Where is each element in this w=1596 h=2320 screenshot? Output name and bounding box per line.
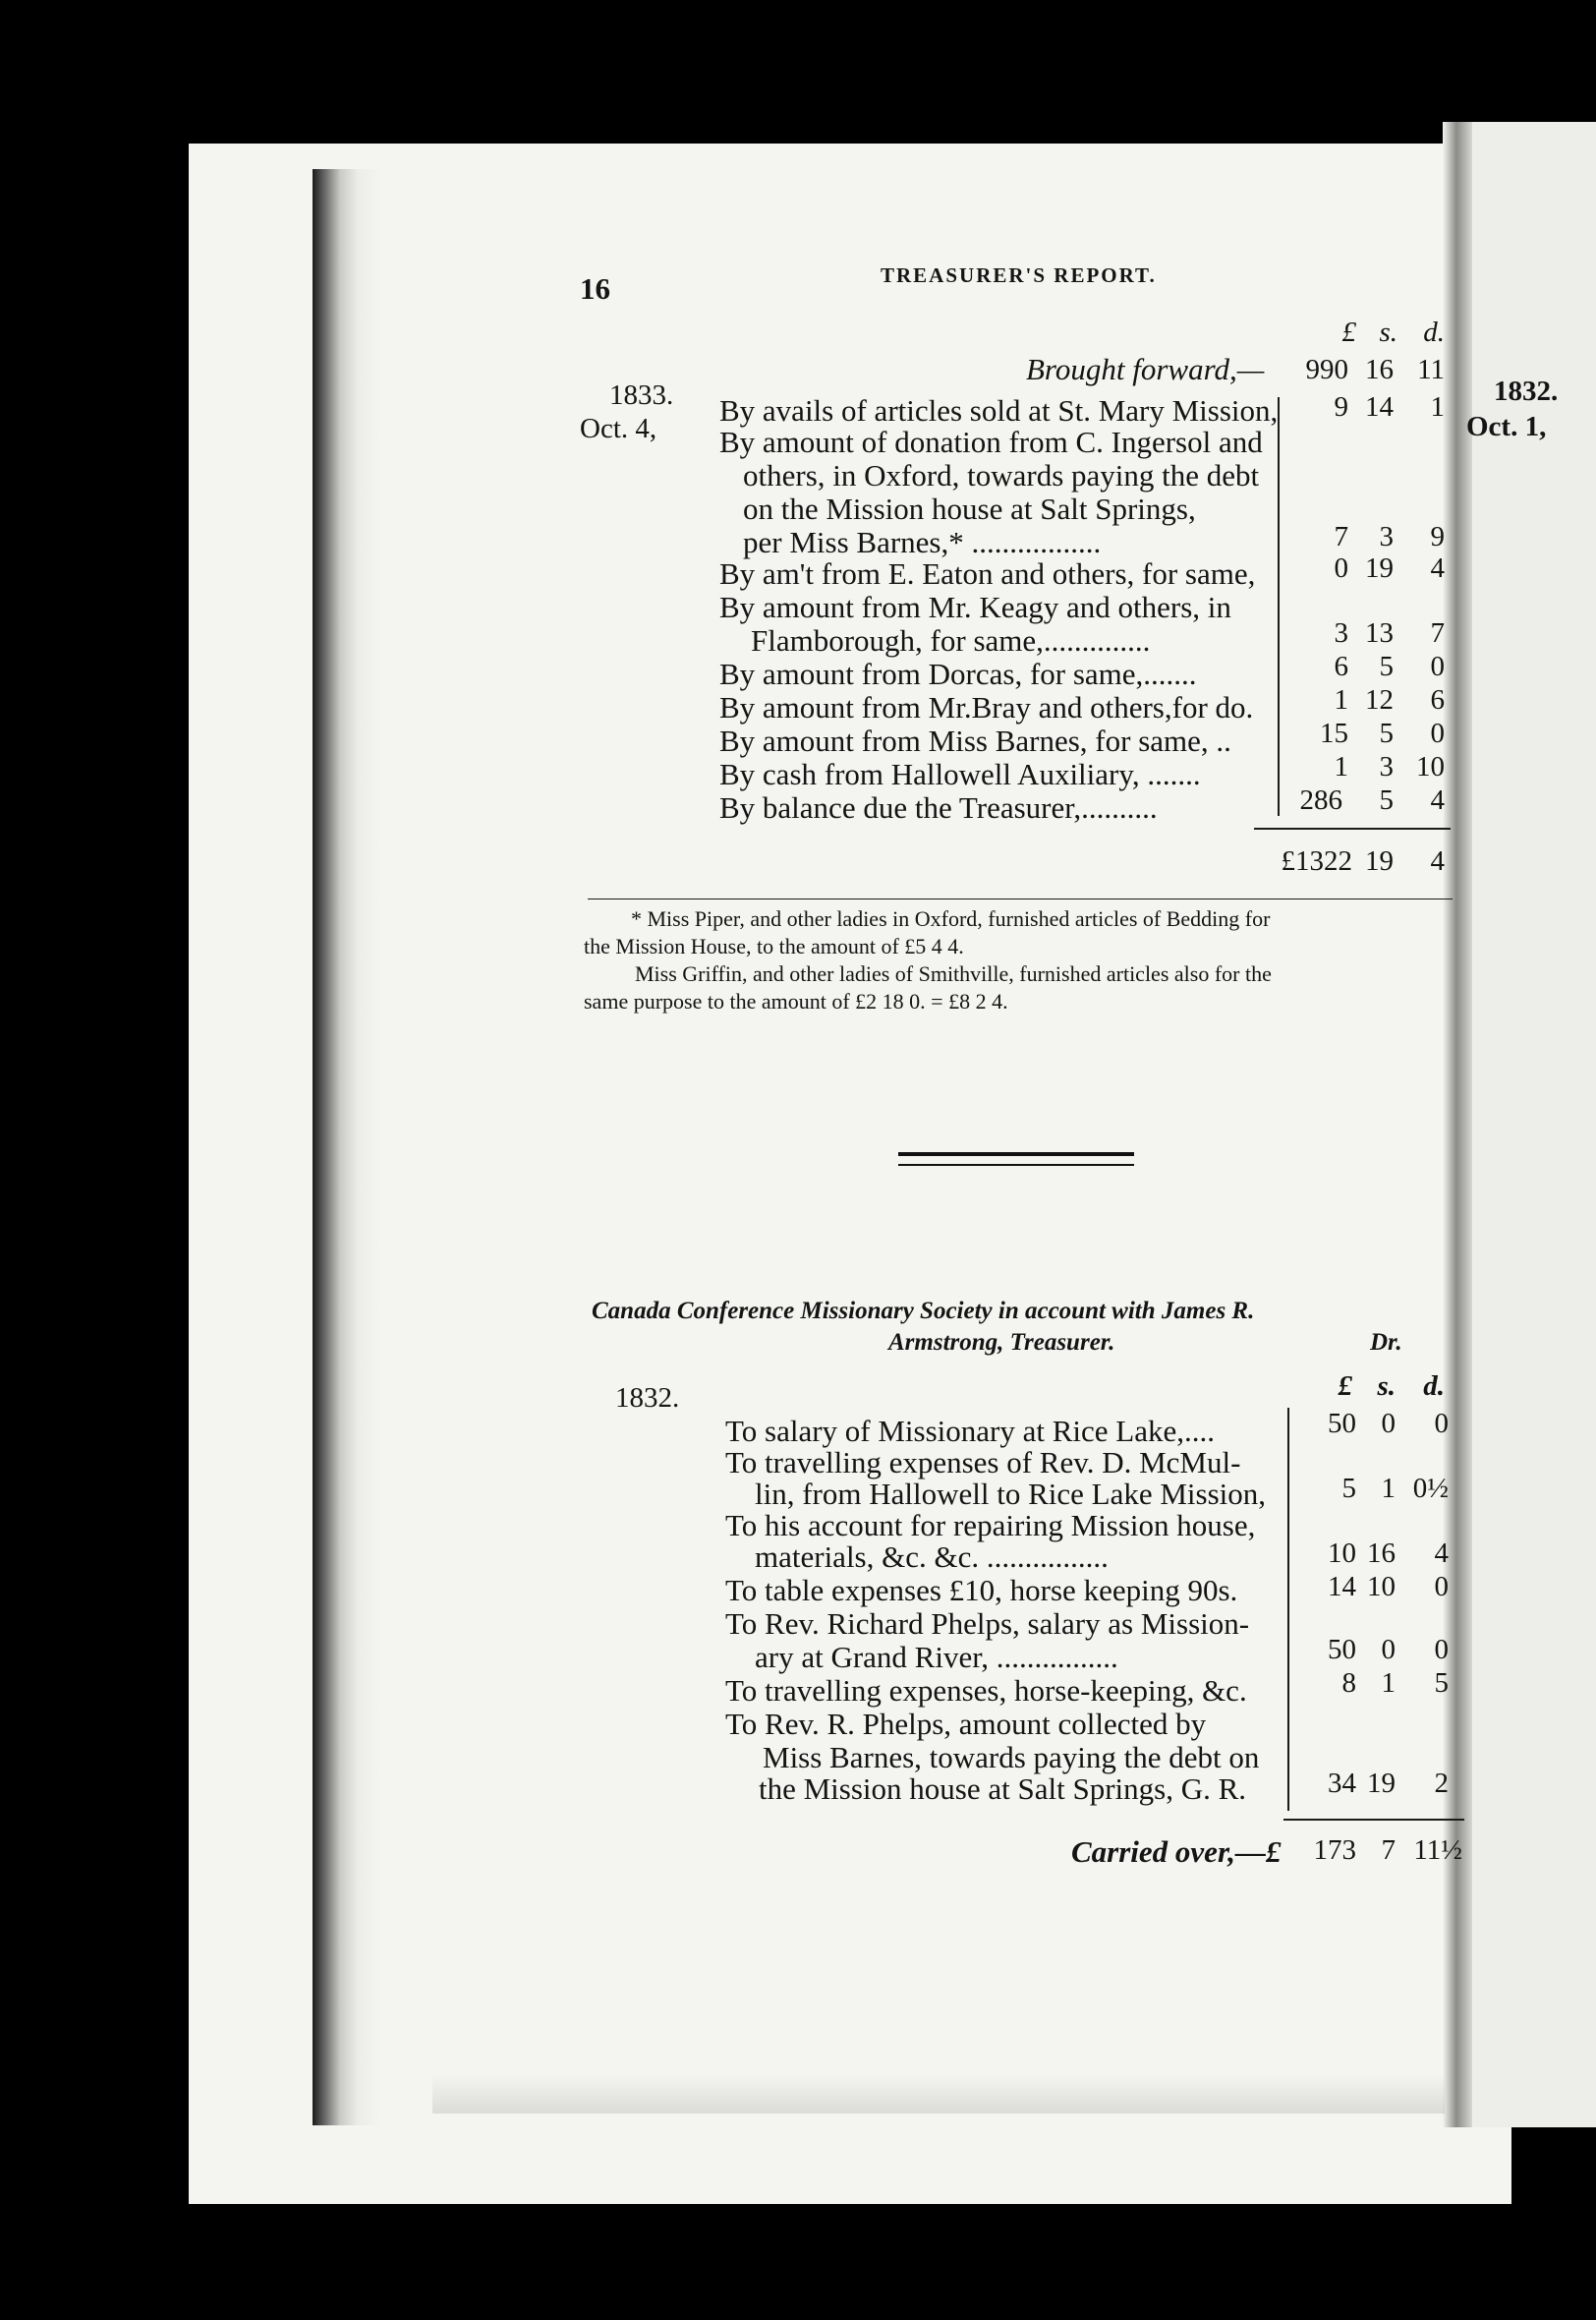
- credit-entry-7-shillings: 5: [1379, 718, 1394, 749]
- credit-entry-8-pounds: 1: [1334, 751, 1348, 783]
- credit-entry-2-line-2: others, in Oxford, towards paying the debt: [743, 458, 1260, 493]
- debit-entry-2-shillings: 1: [1381, 1473, 1396, 1504]
- credit-entry-6-shillings: 12: [1365, 684, 1394, 716]
- debit-entry-6-shillings: 1: [1381, 1667, 1396, 1699]
- credit-entry-3-line-1: By am't from E. Eaton and others, for same,: [719, 556, 1256, 591]
- debit-entry-5-shillings: 0: [1381, 1634, 1396, 1665]
- debit-entry-4-pence: 0: [1434, 1571, 1449, 1602]
- carried-over-pence: 11½: [1413, 1834, 1462, 1866]
- credit-entry-9-line-1: By balance due the Treasurer,..........: [719, 790, 1158, 825]
- credit-entry-4-shillings: 13: [1365, 617, 1394, 649]
- credit-head-pounds: £: [1341, 317, 1356, 348]
- credit-entry-3-pounds: 0: [1334, 552, 1348, 584]
- debit-entry-4-pounds: 14: [1328, 1571, 1356, 1602]
- brought-forward-pounds: 990: [1305, 354, 1348, 385]
- debit-entry-4-line-1: To table expenses £10, horse keeping 90s.: [725, 1573, 1238, 1607]
- credit-entry-8-pence: 10: [1416, 751, 1445, 783]
- credit-entry-2-pounds: 7: [1334, 521, 1348, 552]
- credit-entry-7-pence: 0: [1430, 718, 1445, 749]
- credit-entry-4-pence: 7: [1430, 617, 1445, 649]
- credit-total-rule: [1254, 828, 1451, 830]
- debit-entry-2-pence: 0½: [1412, 1473, 1449, 1504]
- credit-entry-4-line-2: Flamborough, for same,..............: [751, 623, 1151, 658]
- debit-entry-7-line-1: To Rev. R. Phelps, amount collected by: [725, 1707, 1207, 1741]
- debit-entry-3-pence: 4: [1434, 1537, 1449, 1569]
- debit-entry-5-pounds: 50: [1328, 1634, 1356, 1665]
- footnote-line-4: same purpose to the amount of £2 18 0. = £8 2 4.: [584, 989, 1008, 1014]
- credit-entry-2-line-3: on the Mission house at Salt Springs,: [743, 492, 1196, 526]
- credit-entry-4-line-1: By amount from Mr. Keagy and others, in: [719, 590, 1231, 624]
- account-title-line-1: Canada Conference Missionary Society in account with James R.: [592, 1298, 1255, 1324]
- carried-over-pounds: 173: [1313, 1834, 1356, 1866]
- credit-total-pounds: £1322: [1281, 845, 1352, 877]
- debit-entry-1-line-1: To salary of Missionary at Rice Lake,....: [725, 1414, 1215, 1448]
- page-shadow: [432, 2074, 1445, 2114]
- debit-entry-2-line-2: lin, from Hallowell to Rice Lake Mission,: [755, 1477, 1267, 1511]
- debit-entry-7-pounds: 34: [1328, 1768, 1356, 1799]
- credit-entry-4-pounds: 3: [1334, 617, 1348, 649]
- credit-total-shillings: 19: [1365, 845, 1394, 877]
- credit-entry-5-pence: 0: [1430, 651, 1445, 682]
- debit-entry-5-pence: 0: [1434, 1634, 1449, 1665]
- debit-entry-3-pounds: 10: [1328, 1537, 1356, 1569]
- footnote-line-2: the Mission House, to the amount of £5 4 4.: [584, 934, 964, 958]
- account-title-line-2: Armstrong, Treasurer.: [888, 1329, 1115, 1356]
- debit-entry-5-line-1: To Rev. Richard Phelps, salary as Mission-: [725, 1606, 1250, 1641]
- credit-entry-5-pounds: 6: [1334, 651, 1348, 682]
- credit-entry-6-pence: 6: [1430, 684, 1445, 716]
- debit-entry-3-line-2: materials, &c. &c. ................: [755, 1539, 1109, 1574]
- credit-entry-2-line-4: per Miss Barnes,* .................: [743, 525, 1102, 559]
- credit-entry-8-shillings: 3: [1379, 751, 1394, 783]
- credit-entry-3-pence: 4: [1430, 552, 1445, 584]
- section-divider-thin: [898, 1164, 1134, 1166]
- debit-head-pounds: £: [1338, 1370, 1352, 1402]
- debit-year: 1832.: [615, 1382, 680, 1414]
- credit-entry-1-shillings: 14: [1365, 391, 1394, 423]
- credit-entry-7-pounds: 15: [1320, 718, 1348, 749]
- credit-entry-5-shillings: 5: [1379, 651, 1394, 682]
- credit-entry-5-line-1: By amount from Dorcas, for same,.......: [719, 657, 1197, 691]
- credit-entry-2-pence: 9: [1430, 521, 1445, 552]
- credit-entry-9-shillings: 5: [1379, 784, 1394, 816]
- carried-over-shillings: 7: [1381, 1834, 1396, 1866]
- debit-entry-1-pence: 0: [1434, 1408, 1449, 1439]
- credit-head-shillings: s.: [1379, 317, 1397, 348]
- credit-date: Oct. 4,: [580, 413, 657, 444]
- debit-head-pence: d.: [1423, 1370, 1445, 1402]
- credit-entry-3-shillings: 19: [1365, 552, 1394, 584]
- credit-entry-9-pounds: 286: [1299, 784, 1342, 816]
- debit-entry-6-line-1: To travelling expenses, horse-keeping, &c.: [725, 1673, 1247, 1708]
- page-gutter: [313, 169, 381, 2125]
- credit-entry-2-line-1: By amount of donation from C. Ingersol and: [719, 425, 1263, 459]
- debit-total-rule: [1283, 1819, 1464, 1821]
- credit-total-pence: 4: [1430, 845, 1445, 877]
- credit-entry-1-pence: 1: [1430, 391, 1445, 423]
- debit-entry-2-line-1: To travelling expenses of Rev. D. McMul-: [725, 1445, 1241, 1479]
- credit-entry-1-pounds: 9: [1334, 391, 1348, 423]
- credit-entry-9-pence: 4: [1430, 784, 1445, 816]
- debit-entry-1-shillings: 0: [1381, 1408, 1396, 1439]
- running-head: TREASURER'S REPORT.: [881, 263, 1157, 287]
- debit-entry-6-pounds: 8: [1341, 1667, 1356, 1699]
- facing-page-year: 1832.: [1494, 376, 1559, 407]
- brought-forward-pence: 11: [1417, 354, 1445, 385]
- page-number: 16: [580, 271, 610, 306]
- credit-entry-8-line-1: By cash from Hallowell Auxiliary, .......: [719, 757, 1201, 791]
- debit-entry-6-pence: 5: [1434, 1667, 1449, 1699]
- brought-forward-shillings: 16: [1365, 354, 1394, 385]
- debit-entry-5-line-2: ary at Grand River, ................: [755, 1640, 1118, 1674]
- debit-entry-7-shillings: 19: [1367, 1768, 1396, 1799]
- debit-entry-3-shillings: 16: [1367, 1537, 1396, 1569]
- section-divider-thick: [898, 1152, 1134, 1156]
- credit-year: 1833.: [609, 379, 674, 411]
- credit-entry-6-line-1: By amount from Mr.Bray and others,for do.: [719, 690, 1254, 725]
- debit-entry-7-line-2: Miss Barnes, towards paying the debt on: [763, 1740, 1260, 1774]
- credit-entry-1-line-1: By avails of articles sold at St. Mary Mission,: [719, 393, 1279, 428]
- debit-label: Dr.: [1370, 1329, 1402, 1356]
- debit-entry-2-pounds: 5: [1341, 1473, 1356, 1504]
- credit-head-pence: d.: [1423, 317, 1445, 348]
- carried-over-label: Carried over,—£: [1071, 1834, 1282, 1869]
- brought-forward-label: Brought forward,—: [1026, 352, 1265, 386]
- footnote-line-1: * Miss Piper, and other ladies in Oxford, furnished articles of Bedding for: [631, 906, 1271, 931]
- debit-entry-7-pence: 2: [1434, 1768, 1449, 1799]
- debit-column-rule: [1287, 1408, 1289, 1811]
- debit-entry-4-shillings: 10: [1367, 1571, 1396, 1602]
- debit-entry-3-line-1: To his account for repairing Mission house,: [725, 1508, 1256, 1542]
- credit-entry-6-pounds: 1: [1334, 684, 1348, 716]
- debit-entry-7-line-3: the Mission house at Salt Springs, G. R.: [759, 1771, 1247, 1806]
- credit-entry-2-shillings: 3: [1379, 521, 1394, 552]
- footnote-line-3: Miss Griffin, and other ladies of Smithville, furnished articles also for the: [635, 961, 1272, 986]
- credit-entry-7-line-1: By amount from Miss Barnes, for same, ..: [719, 724, 1231, 758]
- debit-head-shillings: s.: [1377, 1370, 1396, 1402]
- facing-page-date: Oct. 1,: [1466, 411, 1547, 442]
- debit-entry-1-pounds: 50: [1328, 1408, 1356, 1439]
